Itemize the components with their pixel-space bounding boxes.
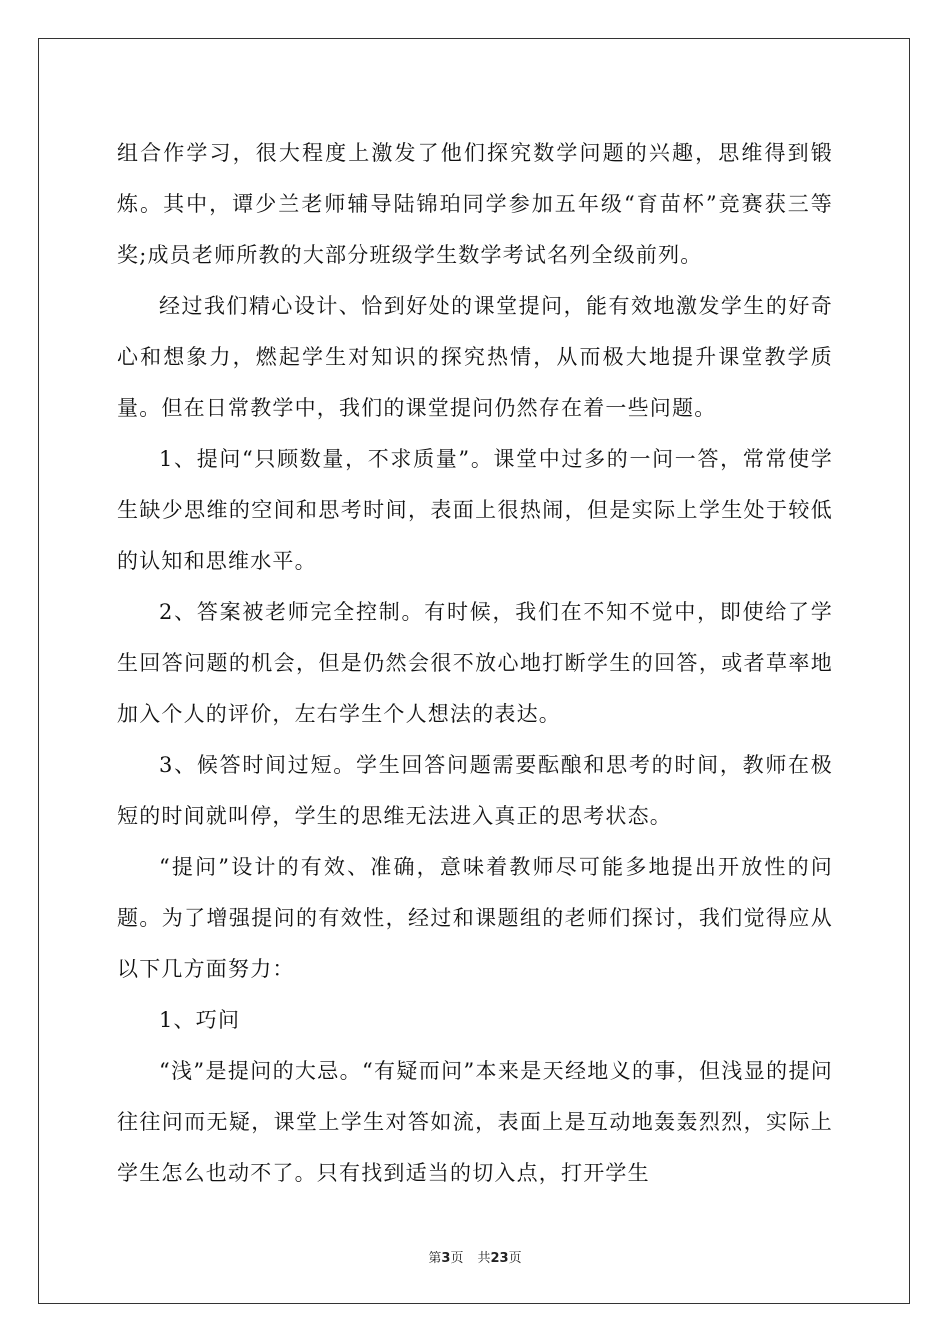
footer-page-prefix: 第 xyxy=(428,1251,442,1266)
paragraph-2: 经过我们精心设计、恰到好处的课堂提问，能有效地激发学生的好奇心和想象力，燃起学生对知识的探究热情，从而极大地提升课堂教学质量。但在日常教学中，我们的课堂提问仍然存在着一些问题。 xyxy=(117,294,833,420)
paragraph-8: “浅”是提问的大忌。“有疑而问”本来是天经地义的事，但浅显的提问往往问而无疑，课堂上学生对答如流，表面上是互动地轰轰烈烈，实际上学生怎么也动不了。只有找到适当的切入点，打开学生 xyxy=(117,1059,833,1185)
footer-total-suffix: 页 xyxy=(508,1251,522,1266)
paragraph-4: 2、答案被老师完全控制。有时候，我们在不知不觉中，即使给了学生回答问题的机会，但是仍然会很不放心地打断学生的回答，或者草率地加入个人的评价，左右学生个人想法的表达。 xyxy=(117,600,833,726)
footer-page-number: 3 xyxy=(441,1251,451,1266)
document-body xyxy=(117,128,833,1199)
paragraph-5: 3、候答时间过短。学生回答问题需要酝酿和思考的时间，教师在极短的时间就叫停，学生的思维无法进入真正的思考状态。 xyxy=(117,753,833,828)
paragraph-1: 组合作学习，很大程度上激发了他们探究数学问题的兴趣，思维得到锻炼。其中，谭少兰老师辅导陆锦珀同学参加五年级“育苗杯”竞赛获三等奖;成员老师所教的大部分班级学生数学考试名列全级前列。 xyxy=(117,141,833,267)
page-footer xyxy=(0,1247,950,1266)
footer-total-prefix: 共 xyxy=(477,1251,491,1266)
paragraph-7: 1、巧问 xyxy=(159,1008,241,1032)
footer-page-suffix: 页 xyxy=(450,1251,464,1266)
footer-total-pages: 23 xyxy=(490,1251,509,1266)
paragraph-3: 1、提问“只顾数量，不求质量”。课堂中过多的一问一答，常常使学生缺少思维的空间和思考时间，表面上很热闹，但是实际上学生处于较低的认知和思维水平。 xyxy=(117,447,833,573)
paragraph-6: “提问”设计的有效、准确，意味着教师尽可能多地提出开放性的问题。为了增强提问的有效性，经过和课题组的老师们探讨，我们觉得应从以下几方面努力： xyxy=(117,855,833,981)
